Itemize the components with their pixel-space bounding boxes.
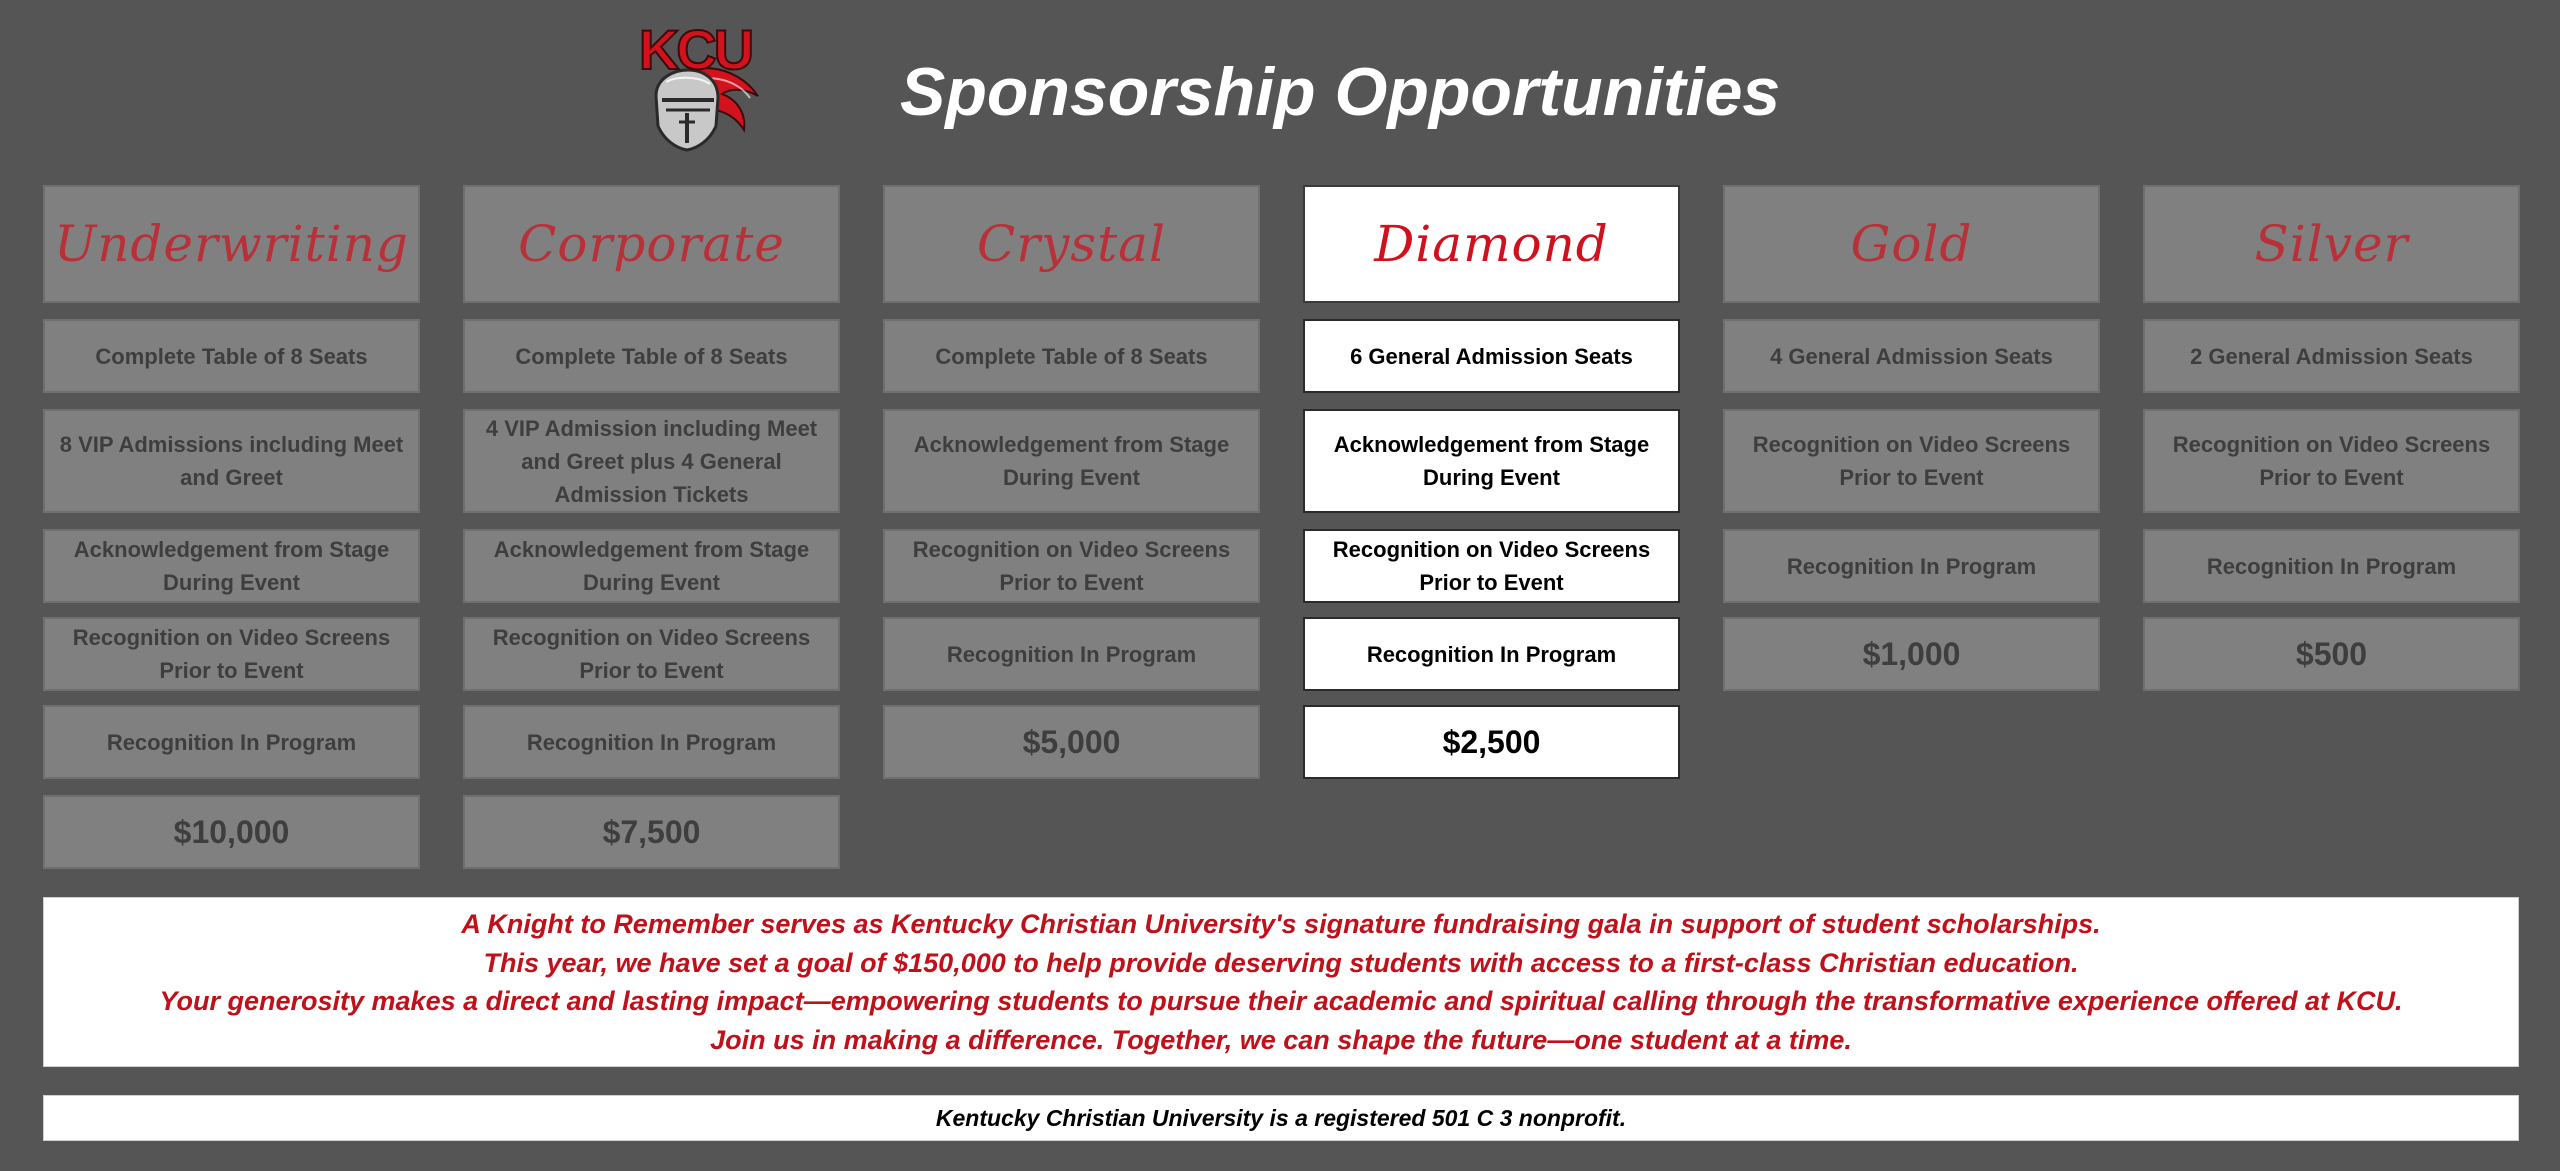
tier-name: Silver [2254,215,2409,273]
tier-name: Corporate [518,215,785,273]
benefit-text: Recognition on Video Screens Prior to Event [912,537,1231,595]
tier-benefit [43,529,420,603]
mission-line: This year, we have set a goal of $150,000 to help provide deserving students with access to a first-class Christian education. [483,947,2079,978]
tier-benefit [1303,409,1680,513]
price-amount: $2,500 [1442,723,1541,760]
tier-benefit [2143,409,2520,513]
tier-benefit [1723,529,2100,603]
benefit-text: Acknowledgement from Stage During Event [1333,432,1650,490]
tier-benefit [1723,319,2100,393]
tier-benefit [43,409,420,513]
nonprofit-text: Kentucky Christian University is a registered 501 C 3 nonprofit. [935,1104,1627,1131]
tier-benefit [43,617,420,691]
tier-benefit [883,617,1260,691]
tier-header [43,185,420,303]
benefit-text: Recognition In Program [2206,553,2457,579]
tier-benefit [463,529,840,603]
tier-name: Gold [1850,215,1973,273]
benefit-text: Acknowledgement from Stage During Event [493,537,810,595]
tier-benefit [2143,319,2520,393]
price-amount: $1,000 [1862,635,1961,672]
tier-price [43,795,420,869]
tier-price [883,705,1260,779]
benefit-text: 4 VIP Admission including Meet and Greet plus 4 General Admission Tickets [485,415,818,507]
tier-benefit [1723,409,2100,513]
tier-benefit [1303,319,1680,393]
tier-header [1723,185,2100,303]
benefit-text: Recognition on Video Screens Prior to Event [492,625,811,683]
benefit-text: Recognition on Video Screens Prior to Event [1332,537,1651,595]
tier-price [1723,617,2100,691]
benefit-text: 2 General Admission Seats [2190,343,2473,369]
tier-benefit [1303,529,1680,603]
mission-line: Your generosity makes a direct and lasting impact—empowering students to pursue their academic and spiritual calling through the transformative experience offered at KCU. [159,986,2403,1016]
benefit-text: Complete Table of 8 Seats [95,343,368,369]
tier-price [463,795,840,869]
tier-benefit [463,617,840,691]
page-title: Sponsorship Opportunities [900,54,1781,130]
mission-line: Join us in making a difference. Together, we can shape the future—one student at a time. [710,1024,1852,1055]
tier-name: Underwriting [54,215,409,273]
tier-header [1303,185,1680,303]
benefit-text: Recognition In Program [1786,553,2037,579]
tier-benefit [1303,617,1680,691]
benefit-text: 4 General Admission Seats [1770,343,2053,369]
logo-text: KCU [638,18,752,81]
benefit-text: Complete Table of 8 Seats [515,343,788,369]
mission-statement [43,897,2519,1067]
benefit-text: Recognition In Program [946,641,1197,667]
tier-benefit [2143,529,2520,603]
tier-header [463,185,840,303]
benefit-text: Acknowledgement from Stage During Event [73,537,390,595]
tier-benefit [463,705,840,779]
price-amount: $10,000 [173,813,290,850]
tier-benefit [43,319,420,393]
tier-benefit [463,409,840,513]
benefit-text: Complete Table of 8 Seats [935,343,1208,369]
tier-benefit [463,319,840,393]
tier-price [1303,705,1680,779]
price-amount: $5,000 [1022,723,1121,760]
nonprofit-note [43,1095,2519,1141]
tier-benefit [883,409,1260,513]
benefit-text: Recognition In Program [1366,641,1617,667]
tier-benefit [883,529,1260,603]
benefit-text: Recognition In Program [106,729,357,755]
price-amount: $500 [2295,635,2368,672]
tier-name: Diamond [1374,215,1609,273]
tier-benefit [43,705,420,779]
benefit-text: Recognition on Video Screens Prior to Event [1752,432,2071,490]
benefit-text: Recognition on Video Screens Prior to Event [72,625,391,683]
benefit-text: 8 VIP Admissions including Meet and Greet [59,432,404,490]
benefit-text: Recognition on Video Screens Prior to Event [2172,432,2491,490]
tier-price [2143,617,2520,691]
benefit-text: 6 General Admission Seats [1350,343,1633,369]
mission-line: A Knight to Remember serves as Kentucky Christian University's signature fundraising gala in support of student scholarships. [461,909,2101,939]
tier-header [883,185,1260,303]
tier-benefit [883,319,1260,393]
tier-header [2143,185,2520,303]
tier-name: Crystal [977,215,1166,273]
benefit-text: Recognition In Program [526,729,777,755]
price-amount: $7,500 [602,813,701,850]
benefit-text: Acknowledgement from Stage During Event [913,432,1230,490]
